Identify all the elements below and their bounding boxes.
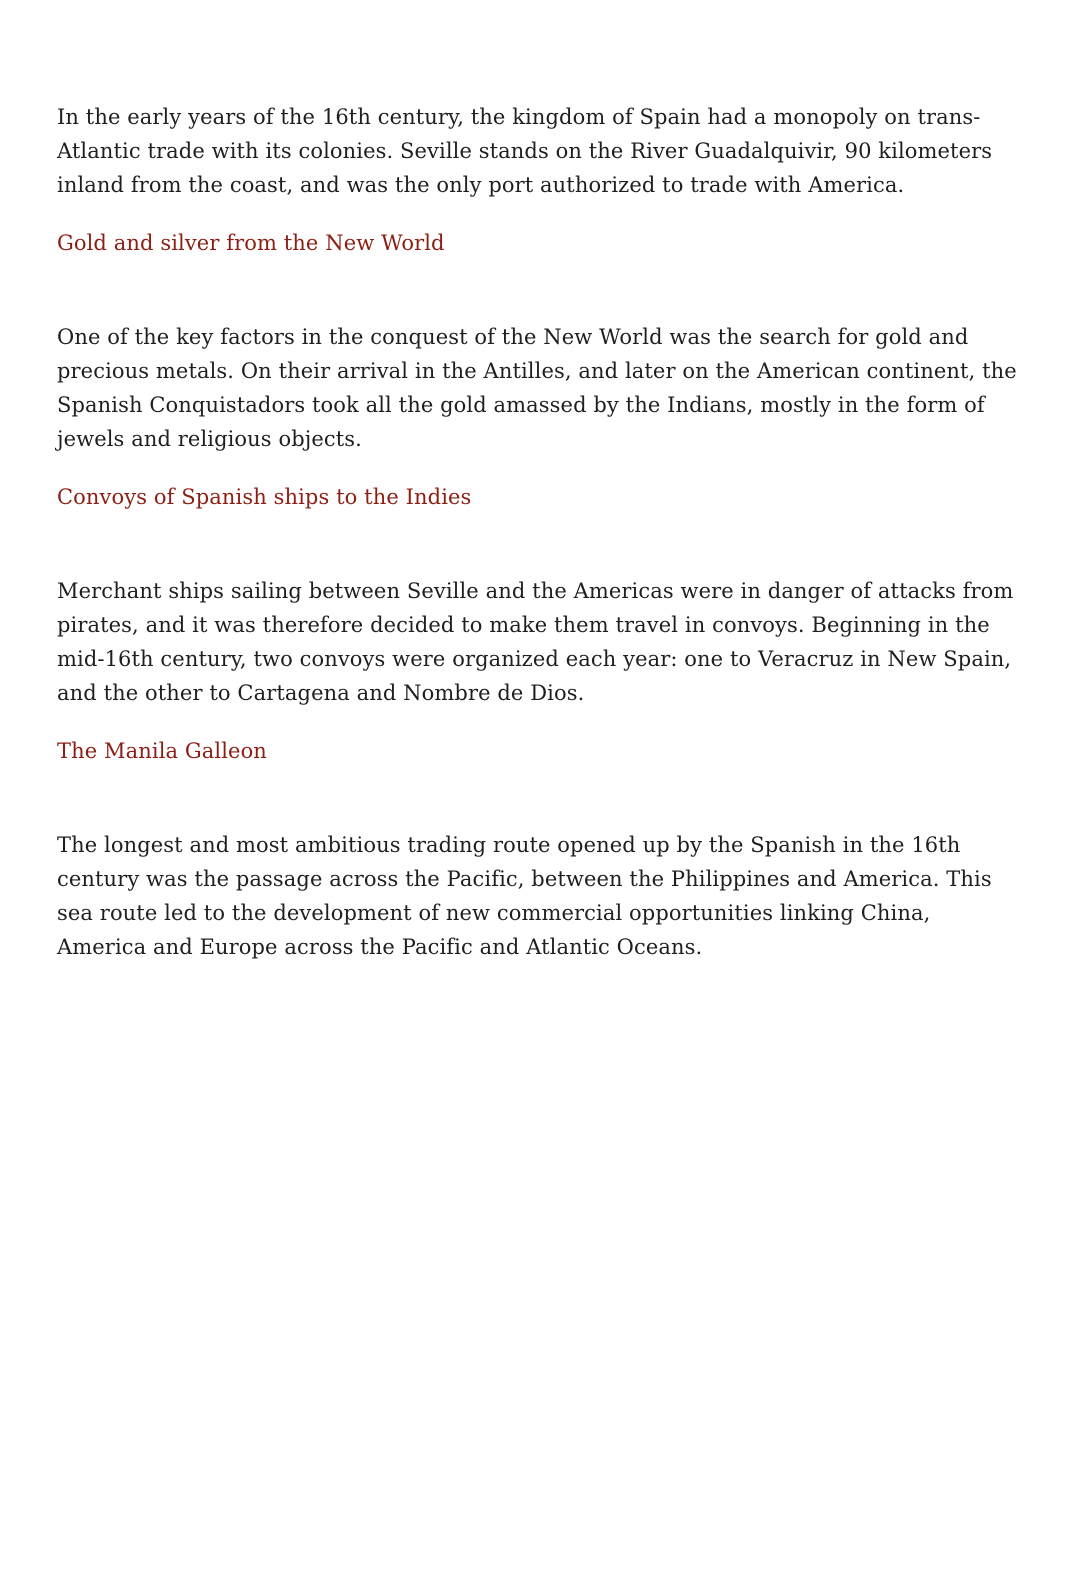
section-heading-manila-galleon: The Manila Galleon	[57, 739, 267, 763]
paragraph-manila-galleon: The longest and most ambitious trading route opened up by the Spanish in the 16th century was the passage across the Pacific, between the Philippines and America. This sea route led to the development of new commercial opportunities linking China, America and Europe across the Pacific and Atlantic Oceans.	[57, 833, 992, 959]
section-heading-convoys: Convoys of Spanish ships to the Indies	[57, 485, 472, 509]
intro-paragraph: In the early years of the 16th century, the kingdom of Spain had a monopoly on trans-Atlantic trade with its colonies. Seville stands on the River Guadalquivir, 90 kilometers inland from the coast, and was the only port authorized to trade with America.	[57, 105, 993, 197]
paragraph-gold-and-silver: One of the key factors in the conquest of the New World was the search for gold and precious metals. On their arrival in the Antilles, and later on the American continent, the Spanish Conquistadors took all the gold amassed by the Indians, mostly in the form of jewels and religious objects.	[57, 325, 1017, 451]
section-heading-gold-and-silver: Gold and silver from the New World	[57, 231, 445, 255]
paragraph-convoys: Merchant ships sailing between Seville and the Americas were in danger of attacks from pirates, and it was therefore decided to make them travel in convoys. Beginning in the mid-16th century, two convoys were organized each year: one to Veracruz in New Spain, and the other to Cartagena and Nombre de Dios.	[57, 579, 1014, 705]
